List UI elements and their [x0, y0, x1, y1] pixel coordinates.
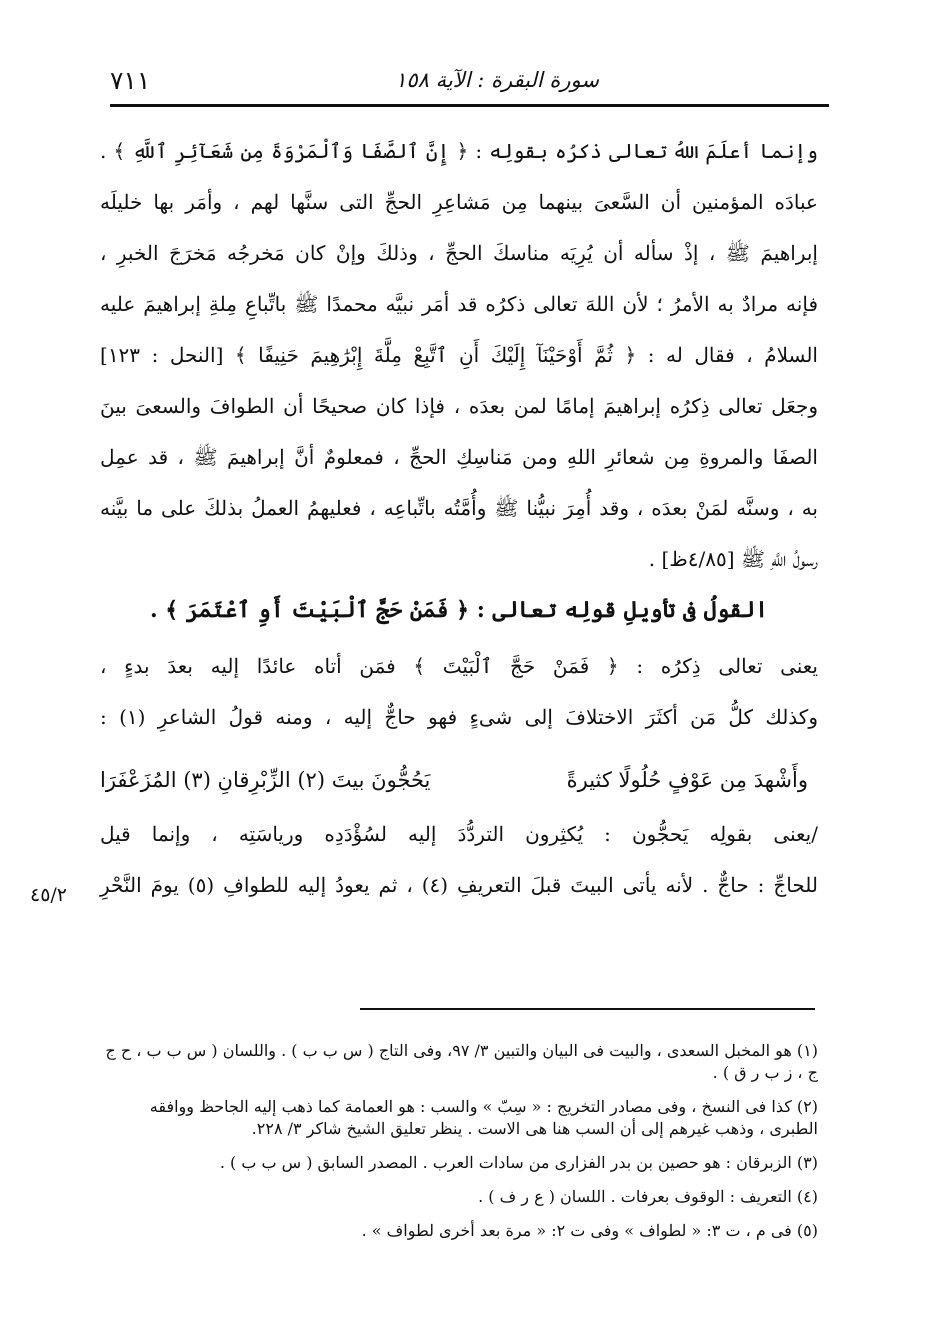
text-line: رسولُ اللَّهِ ﷺ [٤/٨٥ظ] . — [648, 547, 818, 571]
text-line: وكذلك كلُّ مَن أكثَرَ الاختلافَ إلى شىءٍ فهو حاجٌّ إليه ، ومنه قولُ الشاعرِ (١) : — [100, 705, 818, 729]
text-line: الصفَا والمروةِ مِن شعائرِ اللهِ ومن مَناسِكِ الحجِّ ، فمعلومٌ أنَّ إبراهيمَ ﷺ ، قد عمِل — [100, 445, 818, 469]
poetry-verse — [100, 755, 818, 821]
text-line: يعنى تعالى ذِكرُه : ﴿ فَمَنْ حَجَّ ٱلْبَيْتَ ﴾ فمَن أتاه عائدًا إليه بعدَ بدءٍ ، — [100, 654, 818, 678]
verse-first-hemistich: وأَشْهدَ مِن عَوْفٍ حُلُولًا كثيرةً — [566, 768, 808, 792]
section-heading: القولُ فى تأويلِ قولِه تعالى : ﴿ فَمَنْ حَجَّ ٱلْبَيْتَ أَوِ ٱعْتَمَرَ ﴾ . — [149, 597, 769, 623]
verse-second-hemistich: يَحُجُّونَ بيتَ (٢) الزِّبْرِقانِ (٣) المُزَعْفَرَا — [100, 768, 431, 792]
text-line: إبراهيمَ ﷺ ، إذْ سأله أن يُرِيَه مناسكَ الحجِّ ، وذلكَ وإنْ كان مَخرجُه مَخرَجَ الخبرِ ، — [100, 241, 818, 265]
running-title: سورة البقرة : الآية ١٥٨ — [395, 68, 599, 92]
text-line: السلامُ ، فقال له : ﴿ ثُمَّ أَوْحَيْنَآ إِلَيْكَ أَنِ ٱتَّبِعْ مِلَّةَ إِبْرَٰهِيمَ حَنِيفًا ﴾ [النحل : ١٢٣] — [100, 343, 818, 367]
footnote: (٣) الزبرقان : هو حصين بن بدر الفزارى من سادات العرب . المصدر السابق ( س ب ب ) . — [219, 1153, 818, 1172]
text-line: وإنما أعلَمَ اللهُ تعالى ذكرُه بقولِه : ﴿ إِنَّ ٱلصَّفَا وَٱلْمَرْوَةَ مِن شَعَآئِرِ ٱللَّهِ ﴾ . — [100, 139, 818, 163]
footnote: (٥) فى م ، ت ٣: « لطواف » وفى ت ٢: « مرة بعد أخرى لطواف » . — [361, 1221, 818, 1240]
margin-reference: ٤٥/٢ — [30, 884, 68, 906]
header-rule — [110, 104, 829, 107]
main-text — [100, 138, 818, 923]
page-number: ٧١١ — [110, 66, 151, 95]
text-line: /يعنى بقولِه يَحجُّون : يُكثِرون التردُّدَ إليه لسُؤْدَدِه ورياسَتِه ، وإنما قيل — [100, 822, 818, 846]
footnote-rule — [360, 1008, 815, 1010]
text-line: به ، وسنَّه لمَنْ بعدَه ، وقد أُمِرَ نبيُّنا ﷺ وأُمَّتُه باتِّباعِه ، فعليهمُ العملُ بذلكَ على ما بيَّنه — [100, 496, 818, 520]
footnote: (٤) التعريف : الوقوف بعرفات . اللسان ( ع ر ف ) . — [478, 1187, 818, 1206]
footnotes — [100, 1040, 818, 1254]
text-line: وجعَل تعالى ذِكرُه إبراهيمَ إمامًا لمن بعدَه ، فإذا كان صحيحًا أن الطوافَ والسعىَ بينَ — [100, 394, 818, 418]
text-line: فإنه مرادٌ به الأمرُ ؛ لأن اللهَ تعالى ذكرُه قد أمَر نبيَّه محمدًا ﷺ باتِّباعِ مِلةِ إبراهيمَ عليه — [100, 292, 818, 316]
text-line: للحاجِّ : حاجٌّ . لأنه يأتى البيتَ قبلَ التعريفِ (٤) ، ثم يعودُ إليه للطوافِ (٥) يومَ النَّحْرِ — [100, 873, 818, 897]
page-header — [110, 62, 829, 102]
footnote: (٢) كذا فى النسخ ، وفى مصادر التخريج : « سِبّ » والسب : هو العمامة كما ذهب إليه الجاحظ ووافقه الطبرى ، وذهب غيرهم إلى أن السب هنا هى الاست . ينظر تعليق الشيخ شاكر ٣/ ٢٢٨. — [149, 1097, 818, 1138]
footnote: (١) هو المخبل السعدى ، والبيت فى البيان والتبين ٣/ ٩٧، وفى التاج ( س ب ب ) . واللسان ( س ب ب ، ح ج ج ، ز ب ر ق ) . — [105, 1041, 818, 1082]
text-line: عبادَه المؤمنين أن السَّعىَ بينهما مِن مَشاعِرِ الحجِّ التى سنَّها لهم ، وأمَر بها خليلَه — [100, 190, 818, 214]
